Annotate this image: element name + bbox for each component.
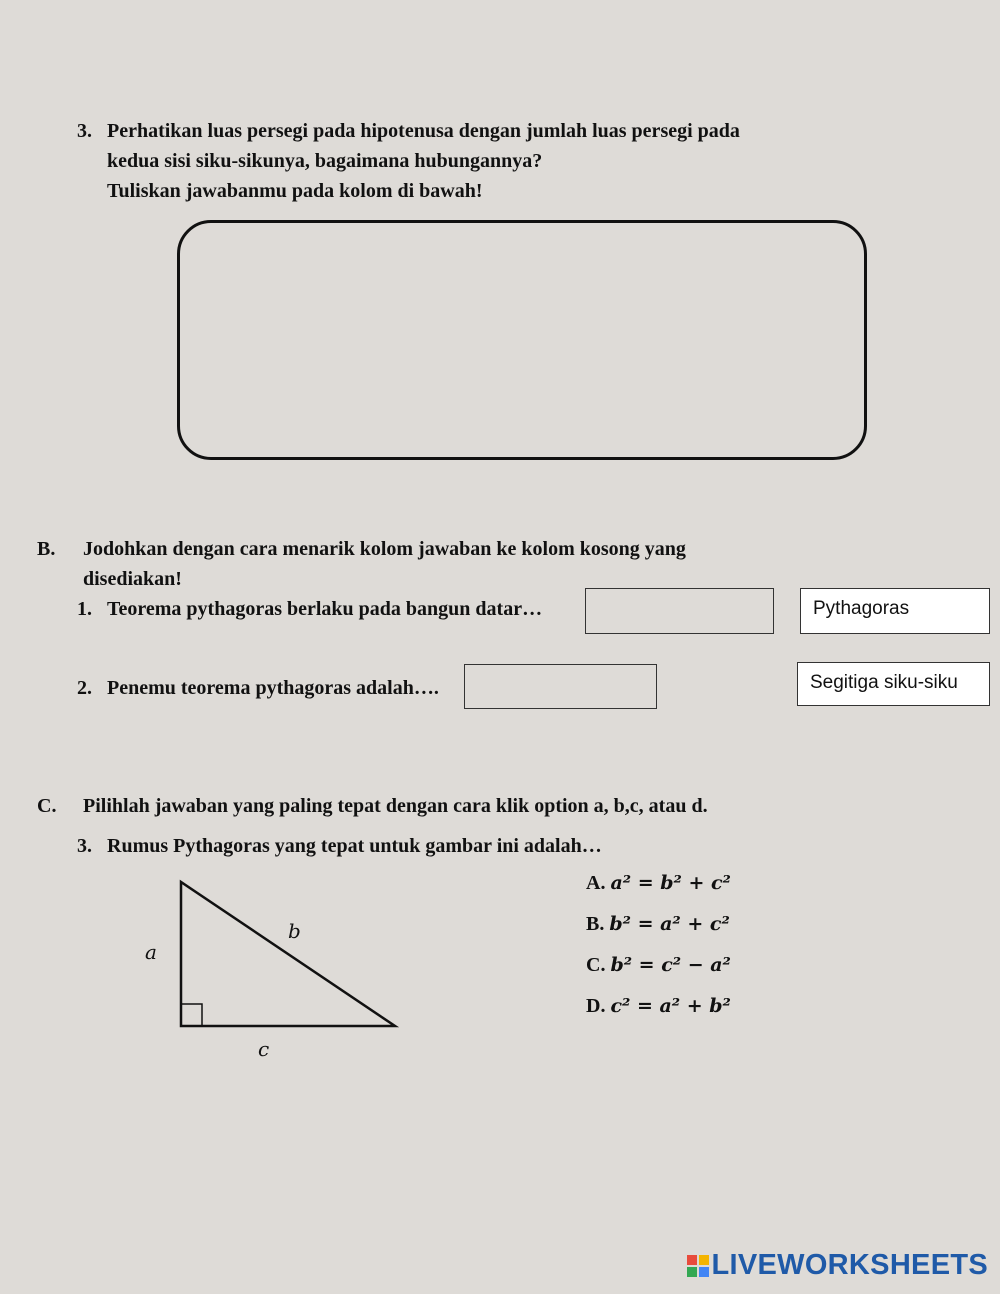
question-text: Teorema pythagoras berlaku pada bangun datar… — [107, 598, 543, 620]
question-text: Rumus Pythagoras yang tepat untuk gambar ini adalah… — [107, 835, 602, 857]
question-number: 2. — [77, 677, 92, 699]
instruction-line2: disediakan! — [83, 568, 182, 590]
question-text: Penemu teorema pythagoras adalah…. — [107, 677, 439, 699]
label-b: b — [288, 919, 301, 943]
drag-card-segitiga[interactable]: Segitiga siku-siku — [797, 662, 990, 706]
section-b-letter: B. — [37, 538, 56, 560]
option-letter: A. — [586, 872, 606, 894]
drag-card-pythagoras[interactable]: Pythagoras — [800, 588, 990, 634]
section-c-instruction: Pilihlah jawaban yang paling tepat dengan cara klik option a, b,c, atau d. — [83, 795, 708, 817]
label-a: a — [145, 940, 157, 964]
question-c3 — [77, 831, 602, 861]
question-a3 — [77, 116, 937, 206]
option-formula: a² = b² + c² — [610, 872, 731, 894]
liveworksheets-logo — [687, 1249, 989, 1282]
answer-textarea[interactable] — [177, 220, 867, 460]
option-formula: b² = c² − a² — [610, 954, 731, 976]
option-letter: B. — [586, 913, 605, 935]
question-number: 3. — [77, 835, 92, 857]
drop-zone-2[interactable] — [464, 664, 657, 709]
option-letter: D. — [586, 995, 606, 1017]
option-formula: c² = a² + b² — [610, 995, 731, 1017]
question-text-line3: Tuliskan jawabanmu pada kolom di bawah! — [107, 180, 483, 202]
option-b[interactable] — [586, 913, 730, 936]
right-triangle-figure — [170, 875, 410, 1035]
question-b1 — [77, 594, 542, 624]
instruction-line1: Jodohkan dengan cara menarik kolom jawaban ke kolom kosong yang — [83, 538, 686, 560]
question-number: 1. — [77, 598, 92, 620]
option-d[interactable] — [586, 995, 731, 1018]
label-c: c — [258, 1037, 270, 1061]
question-number: 3. — [77, 120, 92, 142]
logo-blocks-icon — [687, 1255, 709, 1277]
right-angle-marker — [181, 1004, 202, 1026]
option-formula: b² = a² + c² — [609, 913, 730, 935]
triangle-shape — [181, 882, 395, 1026]
option-letter: C. — [586, 954, 606, 976]
question-b2 — [77, 673, 439, 703]
question-text-line1: Perhatikan luas persegi pada hipotenusa dengan jumlah luas persegi pada — [107, 120, 740, 142]
section-b-instruction — [83, 534, 803, 594]
question-text-line2: kedua sisi siku-sikunya, bagaimana hubungannya? — [107, 150, 543, 172]
drop-zone-1[interactable] — [585, 588, 774, 634]
section-c-letter: C. — [37, 795, 57, 817]
logo-text: LIVEWORKSHEETS — [711, 1249, 988, 1281]
option-a[interactable] — [586, 872, 731, 895]
option-c[interactable] — [586, 954, 731, 977]
